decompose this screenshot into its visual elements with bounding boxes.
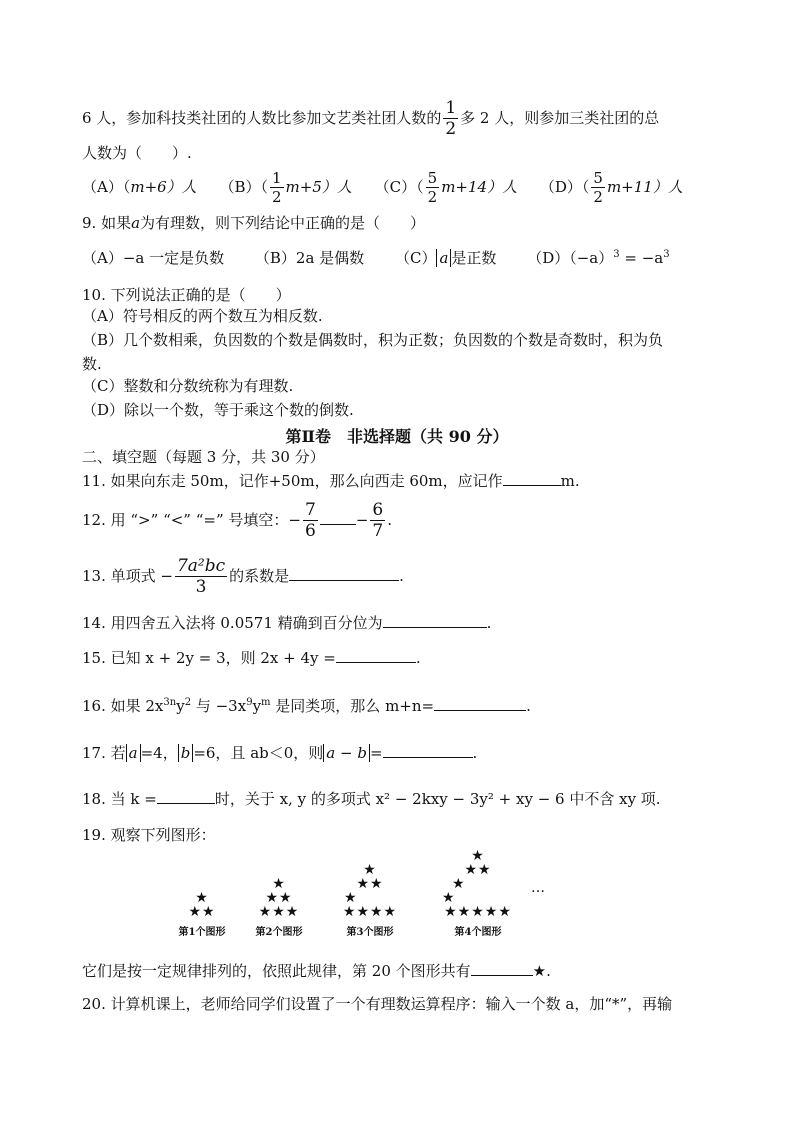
q10-option-b: （B）几个数相乘，负因数的个数是偶数时，积为正数；负因数的个数是奇数时，积为负 xyxy=(82,331,664,349)
q19-blank[interactable] xyxy=(471,961,533,976)
figure-2-row: ★ xyxy=(272,876,286,892)
q8-text-b: 多 2 人，则参加三类社团的总 xyxy=(460,109,660,127)
figure-4-row: ★ xyxy=(452,876,466,892)
figure-3 xyxy=(330,863,410,938)
part-title: 二、填空题（每题 3 分，共 30 分） xyxy=(82,448,325,466)
q10-stem: 10. 下列说法正确的是（ ） xyxy=(82,286,291,304)
q14-blank[interactable] xyxy=(383,613,487,628)
q15-blank[interactable] xyxy=(336,648,416,663)
figure-4-row: ★ xyxy=(471,848,485,864)
q16-blank[interactable] xyxy=(434,696,526,711)
q8-text-a: 6 人，参加科技类社团的人数比参加文艺类社团人数的 xyxy=(82,109,442,127)
q8-line1 xyxy=(82,100,659,138)
q18-blank[interactable] xyxy=(157,789,215,804)
figure-1-caption: 第1个图形 xyxy=(178,927,226,938)
q13-fraction: $\frac{\text{7a²bc}}{3}$ xyxy=(176,556,226,597)
q9-option-b: （B）2a 是偶数 xyxy=(254,249,365,267)
q19-tail: 它们是按一定规律排列的，依照此规律，第 20 个图形共有 ★. xyxy=(82,962,551,980)
figure-3-row: ★ xyxy=(363,862,377,878)
q15: 15. 已知 x + 2y = 3，则 2x + 4y = . xyxy=(82,649,421,667)
q10-option-b-cont: 数. xyxy=(82,355,102,373)
q17: 17. 若 a =4， b =6，且 ab＜0，则 a − b = . xyxy=(82,744,478,762)
q11-blank[interactable] xyxy=(503,471,561,486)
figure-2-row: ★★ xyxy=(265,890,293,906)
figure-1 xyxy=(172,891,232,938)
q9-stem: 9. 如果a为有理数，则下列结论中正确的是（ ） xyxy=(82,214,426,232)
q8-fraction: $\frac{1}{2}$ xyxy=(445,98,457,139)
q10-option-d: （D）除以一个数，等于乘这个数的倒数. xyxy=(82,401,354,419)
q19-stem: 19. 观察下列图形： xyxy=(82,826,216,844)
figure-3-row: ★★ xyxy=(356,876,384,892)
q8-line2: 人数为（ ）. xyxy=(82,144,192,162)
section-title: 第Ⅱ卷 非选择题（共 90 分） xyxy=(285,427,509,446)
q13-blank[interactable] xyxy=(289,566,399,581)
q12-fraction-2: $\frac{6}{7}$ xyxy=(372,500,384,541)
figure-3-row: ★★★★ xyxy=(342,904,398,920)
q8-options xyxy=(82,171,701,205)
figure-4-row: ★ xyxy=(442,890,456,906)
q9-option-a: （A）−a 一定是负数 xyxy=(82,249,225,267)
q17-blank[interactable] xyxy=(383,743,473,758)
q8-option-a: （A）（m+6）人 xyxy=(82,178,197,196)
figure-1-row: ★ xyxy=(195,890,209,906)
q18: 18. 当 k = 时，关于 x, y 的多项式 x² − 2kxy − 3y² + xy − 6 中不含 xy 项. xyxy=(82,790,661,808)
figure-4-caption: 第4个图形 xyxy=(454,927,502,938)
q20: 20. 计算机课上，老师给同学们设置了一个有理数运算程序：输入一个数 a，加“*”，再输 xyxy=(82,995,673,1013)
q11: 11. 如果向东走 50m，记作+50m，那么向西走 60m，应记作 m. xyxy=(82,472,580,490)
q12: 12. 用 “>” “<” “=” 号填空：− $\frac{7}{6}$ − $\frac{6}{7}$ . xyxy=(82,500,392,541)
q12-fraction-1: $\frac{7}{6}$ xyxy=(304,500,316,541)
figure-3-row: ★ xyxy=(344,890,358,906)
q8-option-c: （C）（ $\frac{5}{2}$ m+14）人 xyxy=(374,169,518,206)
q16: 16. 如果 $2x^{3n}y^2$ 与 $-3x^9y^m$ 是同类项，那么 m+n= . xyxy=(82,697,531,715)
q13: 13. 单项式 − $\frac{\text{7a²bc}}{3}$ 的系数是 . xyxy=(82,556,404,597)
q9-option-c: （C） a 是正数 xyxy=(394,249,497,267)
q8-option-b: （B）（ $\frac{1}{2}$ m+5）人 xyxy=(219,169,352,206)
figure-2-caption: 第2个图形 xyxy=(255,927,303,938)
figure-2-row: ★★★ xyxy=(258,904,300,920)
figure-4-row: ★★★★★ xyxy=(444,904,512,920)
q8-option-d: （D）（ $\frac{5}{2}$ m+11）人 xyxy=(539,169,683,206)
figure-4 xyxy=(432,849,524,938)
q9-option-d: $(D)(-a)^3 = -a^3$ xyxy=(527,249,670,267)
figure-4-row: ★★ xyxy=(464,862,492,878)
figure-1-row: ★★ xyxy=(188,904,216,920)
ellipsis: … xyxy=(531,880,545,896)
q10-option-a: （A）符号相反的两个数互为相反数. xyxy=(82,307,323,325)
q14: 14. 用四舍五入法将 0.0571 精确到百分位为 . xyxy=(82,614,492,632)
figure-3-caption: 第3个图形 xyxy=(346,927,394,938)
q9-options xyxy=(82,248,688,268)
figure-2 xyxy=(244,877,314,938)
q12-blank[interactable] xyxy=(320,510,356,525)
q10-option-c: （C）整数和分数统称为有理数. xyxy=(82,377,294,395)
